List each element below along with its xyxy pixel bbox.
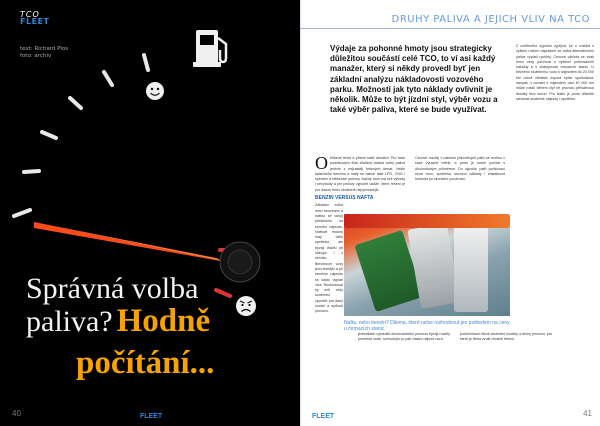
fuel-nozzles-photo xyxy=(344,214,510,316)
credits-text-author: text: Richard Plos xyxy=(20,46,69,52)
headline-line-2a: paliva? xyxy=(26,305,113,338)
headline-line-2b: Hodně xyxy=(116,303,211,339)
page-number-right: 41 xyxy=(583,409,592,418)
footer-brand-left: FLEET xyxy=(140,413,163,420)
article-lead: Výdaje za pohonné hmoty jsou strategicky důležitou součástí celé TCO, to ví asi každý manažer, který si někdy provedl byť jen základní analýzu nákladovosti vozového parku. Možností jak tyto náklady ovlivnit je několik. Může to být jízdní styl, výběr vozu a také výběr paliva, které se bude využívat. xyxy=(330,44,498,115)
angry-face-icon xyxy=(236,296,256,316)
footer-brand-right: FLEET xyxy=(312,413,335,420)
body-column-2 xyxy=(415,156,505,182)
side-column-text: Z ověřeného výpočtu vyplývá, že u vozidla s vyšším ročním nájezdem se volba alternativního paliva vyplatí rychleji. Cenová výhoda se však musí vždy porovnat s vyššími pořizovacími náklady a s dostupností čerpacích stanic. U běžného služebního vozu s nájezdem do 20 000 km ročně zůstává úspora spíše symbolická, naopak u vozidel s nájezdem nad 40 000 km může rozdíl během čtyř let provozu přesáhnout desítky tisíc korun. Pro flotilu je proto důležité sledovat skutečné nájezdy i spotřebu. xyxy=(516,44,594,101)
headline-line-3: počítání... xyxy=(76,345,215,381)
subhead-benzin-nafta: BENZIN VERSUS NAFTA xyxy=(315,195,374,202)
body-text-col2: Cenové rozdíly v nabídce jednotlivých paliv se mohou v čase výrazně měnit, a proto je nutné počítat s dlouhodobým průměrem. Do výpočtu patří pořizovací cena vozu, spotřeba, servisní náklady i zůstatková hodnota po skončení používání. xyxy=(415,156,505,182)
page-gutter xyxy=(298,0,302,426)
fuel-pump-icon xyxy=(193,30,226,67)
gauge-needle xyxy=(34,222,226,262)
body-text-col1-cont: Základní volba mezi benzinem a naftou se odvíjí především od ročního nájezdu. Naftové motory mají nižší spotřebu, ale bývají dražší při nákupu i v servisu. Benzinové vozy jsou levnější a při menším nájezdu se často vyplatí více. Rozhodnout by měl vždy konkrétní výpočet pro daný model a způsob provozu. xyxy=(315,203,343,314)
right-page xyxy=(300,0,600,426)
body-text-col1: blíbené téma a přitom stále aktuální. Pro řadu podnikových flotil zůstává otázka volby paliva jedním z nejčastěji řešených témat. Vedle klasického benzinu a nafty se nabízí také LPG, CNG i hybridní a elektrické pohony. Každý druh má své výhody i nevýhody a jen pečlivý výpočet ukáže, které řešení je pro danou firmu skutečně nejvýhodnější. xyxy=(315,156,405,192)
page-number-left: 40 xyxy=(12,409,21,418)
photo-caption: Nafta, nebo benzin? Dilema, které nelze rozhodnout jen pohledem na ceny u čerpacích stanic. xyxy=(344,320,510,333)
section-title: DRUHY PALIVA A JEJICH VLIV NA TCO xyxy=(391,14,590,25)
section-divider xyxy=(300,28,600,29)
headline-line-1: Správná volba xyxy=(26,272,199,305)
logo-tco-text: TCO xyxy=(20,10,40,19)
gauge-arc xyxy=(14,55,148,216)
drop-cap: O xyxy=(315,153,328,173)
smiley-icon xyxy=(146,82,164,100)
logo-fleet-text: FLEET xyxy=(20,17,50,26)
credits-photo: foto: archiv xyxy=(20,53,52,59)
bottom-column-1: jednotkách výsledků dlouhodobého provozu bývají rozdíly poměrně malé, rozhodující je pak vlastní nájezd vozu. xyxy=(358,332,450,342)
article-headline xyxy=(26,272,214,380)
bottom-column-2: podmínkami různé konkrétní modely a druhy provozu, pro které je třeba zvolit vhodné řešení. xyxy=(460,332,552,342)
